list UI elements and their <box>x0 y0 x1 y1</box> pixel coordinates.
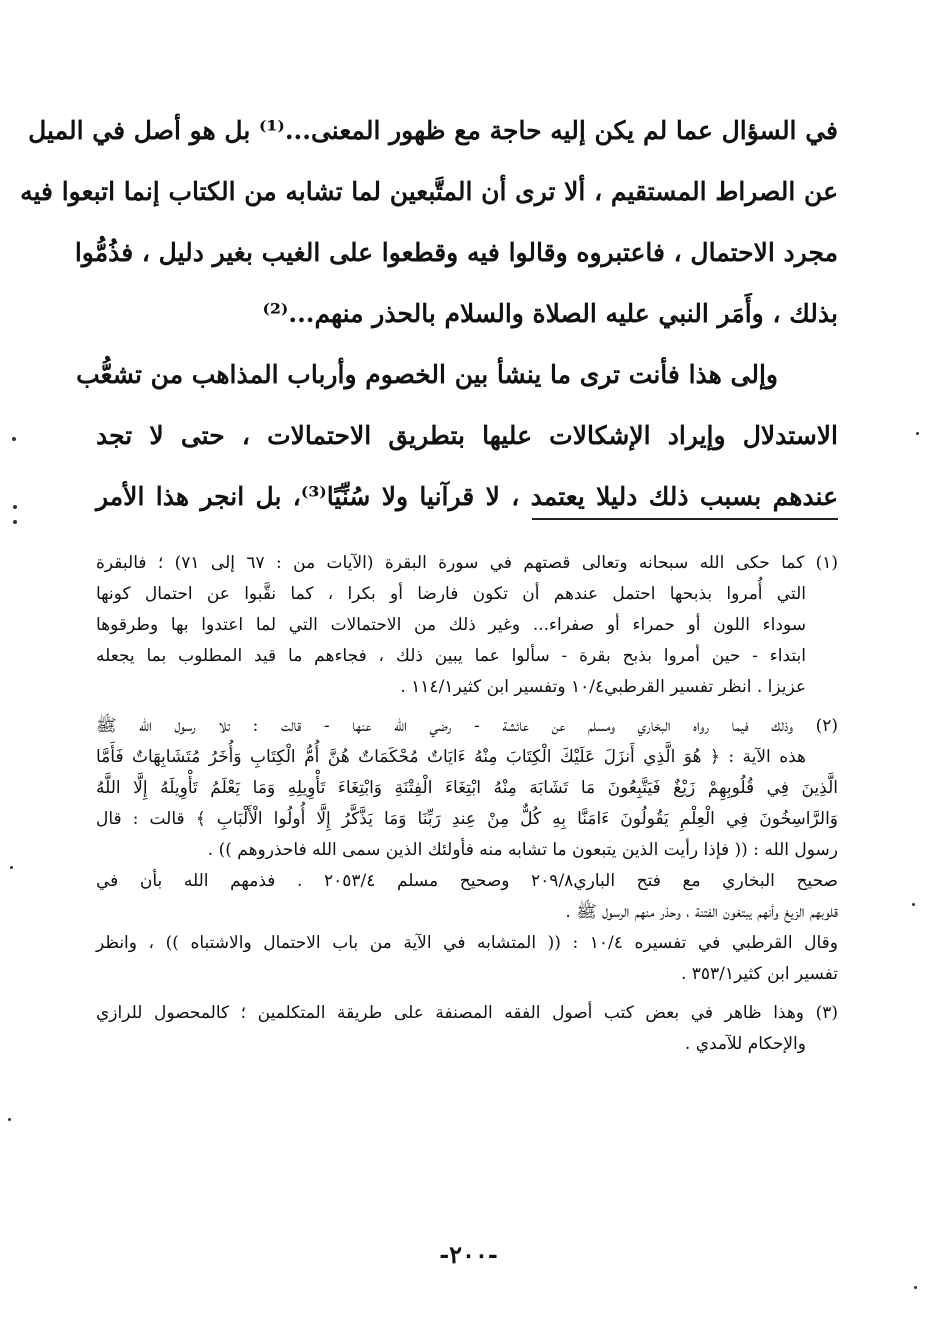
main-text-line: الاستدلال وإيراد الإشكالات عليها بتطريق الاحتمالات ، حتى لا تجد <box>96 421 838 450</box>
footnote-line: هذه الآية : ﴿ هُوَ الَّذِي أَنزَلَ عَلَيْكَ الْكِتَابَ مِنْهُ ءَايَاتٌ مُحْكَمَاتٌ هُنَّ أُمُّ الْكِتَابِ وَأُخَرُ مُتَشَابِهَاتٌ فَأَمَّا <box>96 747 806 767</box>
scan-speck <box>8 1118 11 1121</box>
footnote-line: (٣) وهذا ظاهر في بعض كتب أصول الفقه المصنفة على طريقة المتكلمين ؛ كالمحصول للرازي <box>96 1003 838 1023</box>
main-text-line: في السؤال عما لم يكن إليه حاجة مع ظهور المعنى...⁽¹⁾ بل هو أصل في الميل <box>28 116 838 145</box>
main-text-line: بذلك ، وأَمَر النبي عليه الصلاة والسلام بالحذر منهم...⁽²⁾ <box>262 299 838 328</box>
scan-speck <box>12 437 16 441</box>
footnote-line: قلوبهم الزيغ وأنهم يبتغون الفتنة ، وحذر منهم الرسول ﷺ . <box>565 902 838 922</box>
footnote-line: (٢) وذلك فيما رواه البخاري ومسلم عن عائشة - رضي الله عنها - قالت : تلا رسول الله ﷺ <box>96 716 838 736</box>
footnote-line: والإحكام للآمدي . <box>684 1034 806 1054</box>
scan-speck <box>10 866 13 869</box>
main-text-line: عندهم بسبب ذلك دليلا يعتمد ، لا قرآنيا ولا سُنِّيًا⁽³⁾، بل انجر هذا الأمر <box>96 482 839 511</box>
main-text-block <box>20 100 839 527</box>
scan-speck <box>912 903 915 906</box>
footnote-line: تفسير ابن كثير٣٥٣/١ . <box>680 964 838 984</box>
footnote-line: صحيح البخاري مع فتح الباري٢٠٩/٨ وصحيح مسلم ٢٠٥٣/٤ . فذمهم الله بأن في <box>96 871 838 891</box>
scan-speck <box>13 520 17 524</box>
footnote-line: ابتداء - حين أمروا بذبح بقرة - سألوا عما يبين ذلك ، فجاءهم ما قيد المطلوب بما يجعله <box>96 646 806 666</box>
main-text-line: مجرد الاحتمال ، فاعتبروه وقالوا فيه وقطعوا على الغيب بغير دليل ، فذُمُّوا <box>74 238 838 267</box>
footnote-line: الَّذِينَ فِي قُلُوبِهِمْ زَيْغٌ فَيَتَّبِعُونَ مَا تَشَابَهَ مِنْهُ ابْتِغَاءَ الْفِتْنَةِ وَابْتِغَاءَ تَأْوِيلِهِ وَمَا يَعْلَمُ تَأْوِيلَهُ إِلَّا اللَّهُ <box>96 778 838 798</box>
footnote-3 <box>96 998 838 1060</box>
footnote-line: سوداء اللون أو حمراء أو صفراء... وغير ذلك من الاحتمالات التي لما اعتدوا بها وطرقوها <box>96 615 806 635</box>
footnote-line: عزيزا . انظر تفسير القرطبي١٠/٤ وتفسير ابن كثير١١٤/١ . <box>400 677 806 697</box>
main-text-line: وإلى هذا فأنت ترى ما ينشأ بين الخصوم وأرباب المذاهب من تشعُّب <box>76 360 778 389</box>
footnote-line: وَالرَّاسِخُونَ فِي الْعِلْمِ يَقُولُونَ ءَامَنَّا بِهِ كُلٌّ مِنْ عِندِ رَبِّنَا وَمَا يَذَّكَّرُ إِلَّا أُولُوا الْأَلْبَابِ ﴾ قالت : قال <box>96 809 838 829</box>
footnote-separator <box>532 518 838 520</box>
main-text-line: عن الصراط المستقيم ، ألا ترى أن المتَّبعين لما تشابه من الكتاب إنما اتبعوا فيه <box>20 177 838 206</box>
footnotes-block <box>96 548 838 1060</box>
footnote-line: وقال القرطبي في تفسيره ١٠/٤ : (( المتشابه في الآية من باب الاحتمال والاشتباه )) ، وانظر <box>96 933 838 953</box>
scan-speck <box>916 432 919 435</box>
scan-speck <box>13 505 17 509</box>
footnote-1 <box>96 548 838 703</box>
footnote-line: (١) كما حكى الله سبحانه وتعالى قصتهم في سورة البقرة (الآيات من : ٦٧ إلى ٧١) ؛ فالبقرة <box>96 553 839 573</box>
footnote-2 <box>96 711 838 990</box>
footnote-line: التي أُمروا بذبحها احتمل عندهم أن تكون فارضا أو بكرا ، كما نقَّبوا عن احتمال كونها <box>96 584 806 604</box>
footnote-line: رسول الله : (( فإذا رأيت الذين يتبعون ما تشابه منه فأولئك الذين سمى الله فاحذروهم )) . <box>207 840 838 860</box>
scan-speck <box>914 1286 917 1289</box>
page-number: -٢٠٠- <box>439 1240 498 1269</box>
